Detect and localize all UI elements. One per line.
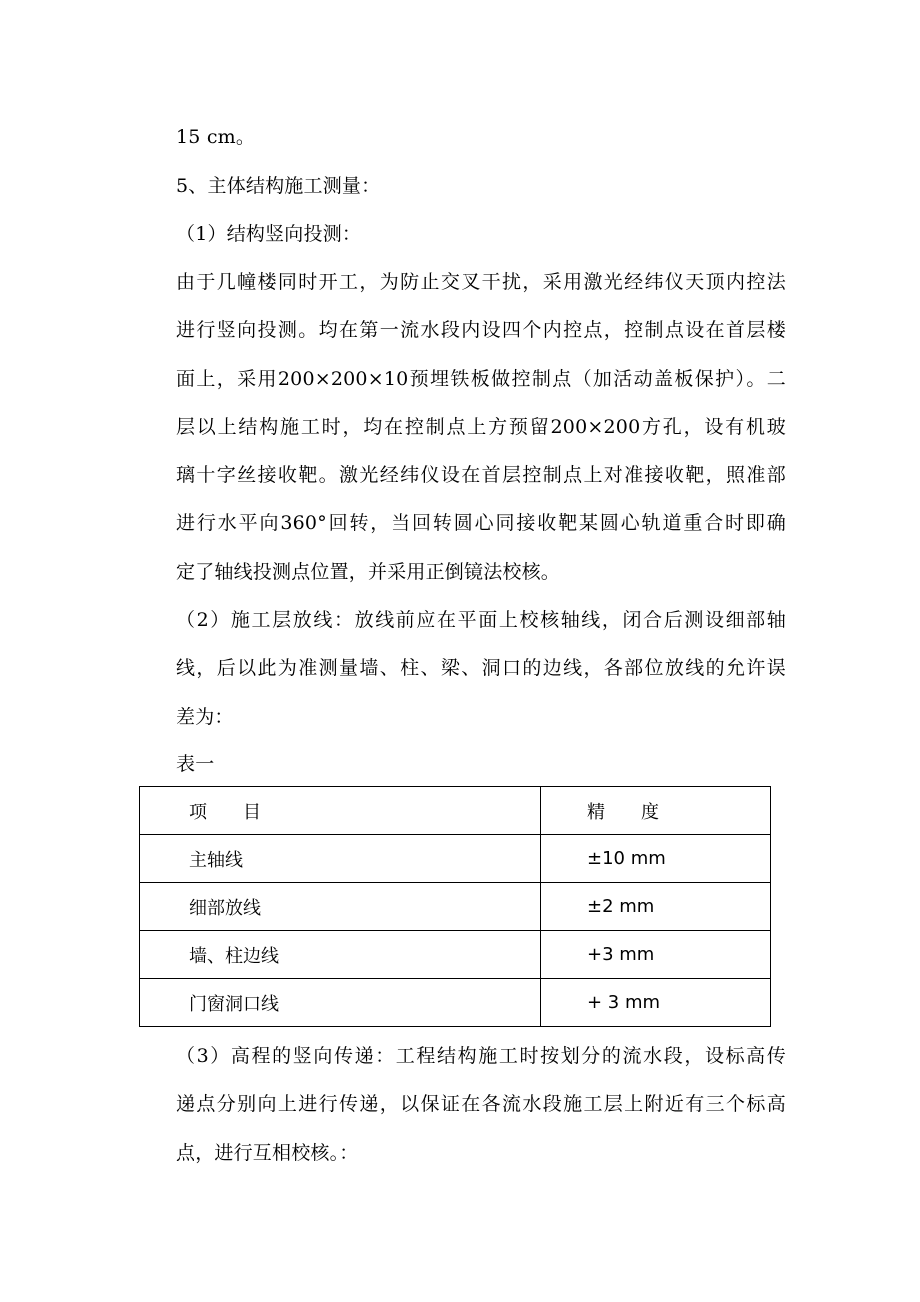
paragraph-line: 差为：: [176, 706, 234, 728]
table-caption: 表一: [176, 753, 215, 775]
table-cell: 主轴线: [140, 835, 541, 883]
text-line: 15 cm。: [176, 126, 256, 148]
paragraph-line: 点，进行互相校核。：: [176, 1142, 359, 1164]
paragraph-line: （2）施工层放线：放线前应在平面上校核轴线，闭合后测设细部轴: [176, 609, 786, 631]
tolerance-table: [139, 786, 771, 1027]
table-header-row: [140, 787, 771, 835]
table-header-cell: 精 度: [541, 787, 771, 835]
table-row: [140, 883, 771, 931]
table-cell: 细部放线: [140, 883, 541, 931]
paragraph-line: 递点分别向上进行传递，以保证在各流水段施工层上附近有三个标高: [176, 1093, 786, 1115]
paragraph-line: 璃十字丝接收靶。激光经纬仪设在首层控制点上对准接收靶，照准部: [176, 464, 786, 486]
table-row: [140, 979, 771, 1027]
table-row: [140, 835, 771, 883]
table-header-cell: 项 目: [140, 787, 541, 835]
paragraph-line: 进行竖向投测。均在第一流水段内设四个内控点，控制点设在首层楼: [176, 319, 786, 341]
table-cell: 门窗洞口线: [140, 979, 541, 1027]
section-heading: 5、主体结构施工测量：: [176, 175, 381, 197]
table-cell: +3 mm: [541, 931, 771, 979]
paragraph-line: 线，后以此为准测量墙、柱、梁、洞口的边线，各部位放线的允许误: [176, 657, 786, 679]
table-cell: ±2 mm: [541, 883, 771, 931]
paragraph-line: 层以上结构施工时，均在控制点上方预留200×200方孔，设有机玻: [176, 416, 786, 438]
paragraph-line: （3）高程的竖向传递：工程结构施工时按划分的流水段，设标高传: [176, 1045, 786, 1067]
paragraph-line: 定了轴线投测点位置，并采用正倒镜法校核。: [176, 561, 561, 583]
table-cell: + 3 mm: [541, 979, 771, 1027]
paragraph-line: 由于几幢楼同时开工，为防止交叉干扰，采用激光经纬仪天顶内控法: [176, 271, 786, 293]
table-cell: ±10 mm: [541, 835, 771, 883]
paragraph-line: 进行水平向360°回转，当回转圆心同接收靶某圆心轨道重合时即确: [176, 512, 786, 534]
subsection-heading: （1）结构竖向投测：: [176, 223, 362, 245]
paragraph-line: 面上，采用200×200×10预埋铁板做控制点（加活动盖板保护）。二: [176, 368, 786, 390]
table-row: [140, 931, 771, 979]
table-cell: 墙、柱边线: [140, 931, 541, 979]
